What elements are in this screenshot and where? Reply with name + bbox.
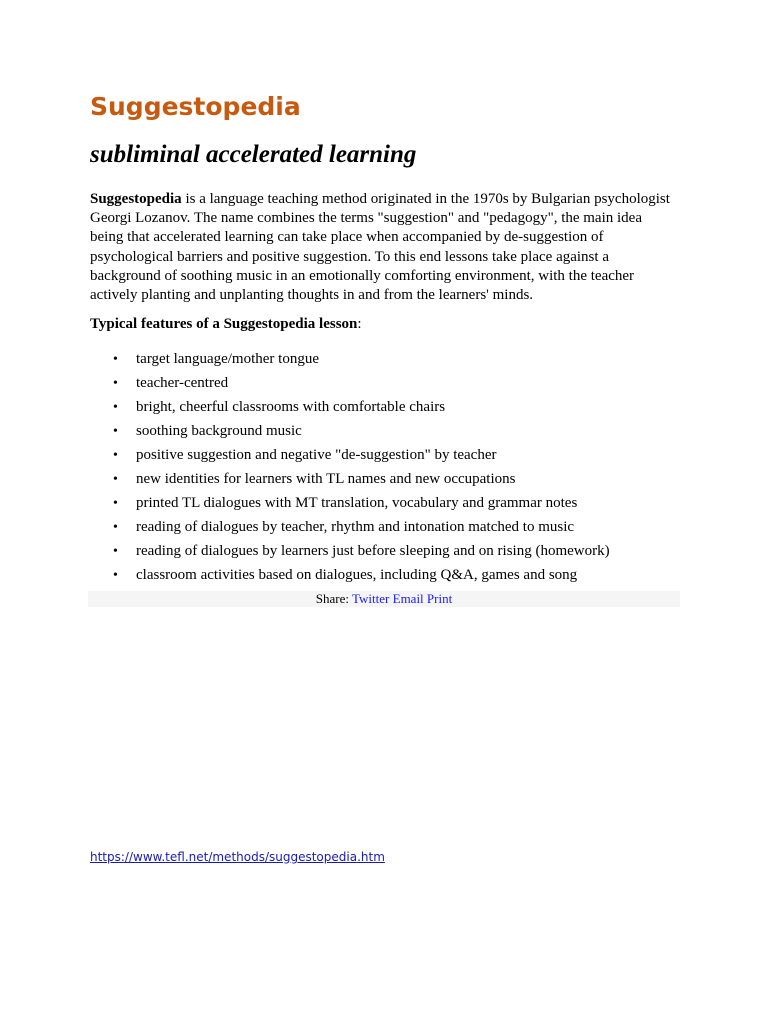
- features-heading-colon: :: [357, 316, 362, 332]
- list-item: [90, 494, 670, 518]
- bullet-icon: •: [113, 352, 118, 367]
- share-email-link[interactable]: Email: [392, 591, 424, 606]
- bullet-icon: •: [113, 472, 118, 487]
- intro-paragraph: [90, 190, 670, 305]
- list-item-text: reading of dialogues by learners just before sleeping and on rising (homework): [136, 543, 610, 559]
- share-print-link[interactable]: Print: [426, 591, 453, 606]
- list-item-text: bright, cheerful classrooms with comfortable chairs: [136, 399, 446, 415]
- list-item: [90, 518, 670, 542]
- page-title: Suggestopedia: [90, 92, 301, 121]
- bullet-icon: •: [113, 448, 118, 463]
- bullet-icon: •: [113, 544, 118, 559]
- features-heading: [90, 315, 362, 334]
- feature-list: [90, 350, 670, 590]
- bullet-icon: •: [113, 496, 118, 511]
- share-label: Share:: [315, 591, 353, 606]
- list-item-text: classroom activities based on dialogues, including Q&A, games and song: [136, 567, 578, 583]
- share-twitter-link[interactable]: Twitter: [352, 591, 390, 606]
- list-item-text: soothing background music: [136, 423, 302, 439]
- bullet-icon: •: [113, 424, 118, 439]
- list-item: [90, 374, 670, 398]
- intro-text: is a language teaching method originated in the 1970s by Bulgarian psychologist Georgi Lozanov. The name combines the terms "suggestion" and "pedagogy", the main idea being that accelerated learning can take place when accompanied by de-suggestion of psychological barriers and positive suggestion. To this end lessons take place against a background of soothing music in an emotionally comforting environment, with the teacher actively planting and unplanting thoughts in and from the learners' minds.: [90, 191, 670, 304]
- list-item: [90, 566, 670, 590]
- page-subtitle: subliminal accelerated learning: [90, 141, 417, 168]
- list-item-text: printed TL dialogues with MT translation, vocabulary and grammar notes: [136, 495, 578, 511]
- list-item: [90, 542, 670, 566]
- features-heading-text: Typical features of a Suggestopedia lesson: [90, 316, 358, 332]
- bullet-icon: •: [113, 520, 118, 535]
- bullet-icon: •: [113, 568, 118, 583]
- list-item-text: reading of dialogues by teacher, rhythm and intonation matched to music: [136, 519, 575, 535]
- list-item: [90, 398, 670, 422]
- list-item-text: new identities for learners with TL names and new occupations: [136, 471, 516, 487]
- source-url-link[interactable]: https://www.tefl.net/methods/suggestopedia.htm: [90, 850, 385, 864]
- share-bar: [88, 591, 680, 607]
- list-item-text: teacher-centred: [136, 375, 229, 391]
- list-item: [90, 350, 670, 374]
- list-item-text: positive suggestion and negative "de-suggestion" by teacher: [136, 447, 497, 463]
- bullet-icon: •: [113, 400, 118, 415]
- list-item: [90, 446, 670, 470]
- bullet-icon: •: [113, 376, 118, 391]
- list-item: [90, 470, 670, 494]
- list-item: [90, 422, 670, 446]
- list-item-text: target language/mother tongue: [136, 351, 319, 367]
- intro-term: Suggestopedia: [90, 191, 182, 207]
